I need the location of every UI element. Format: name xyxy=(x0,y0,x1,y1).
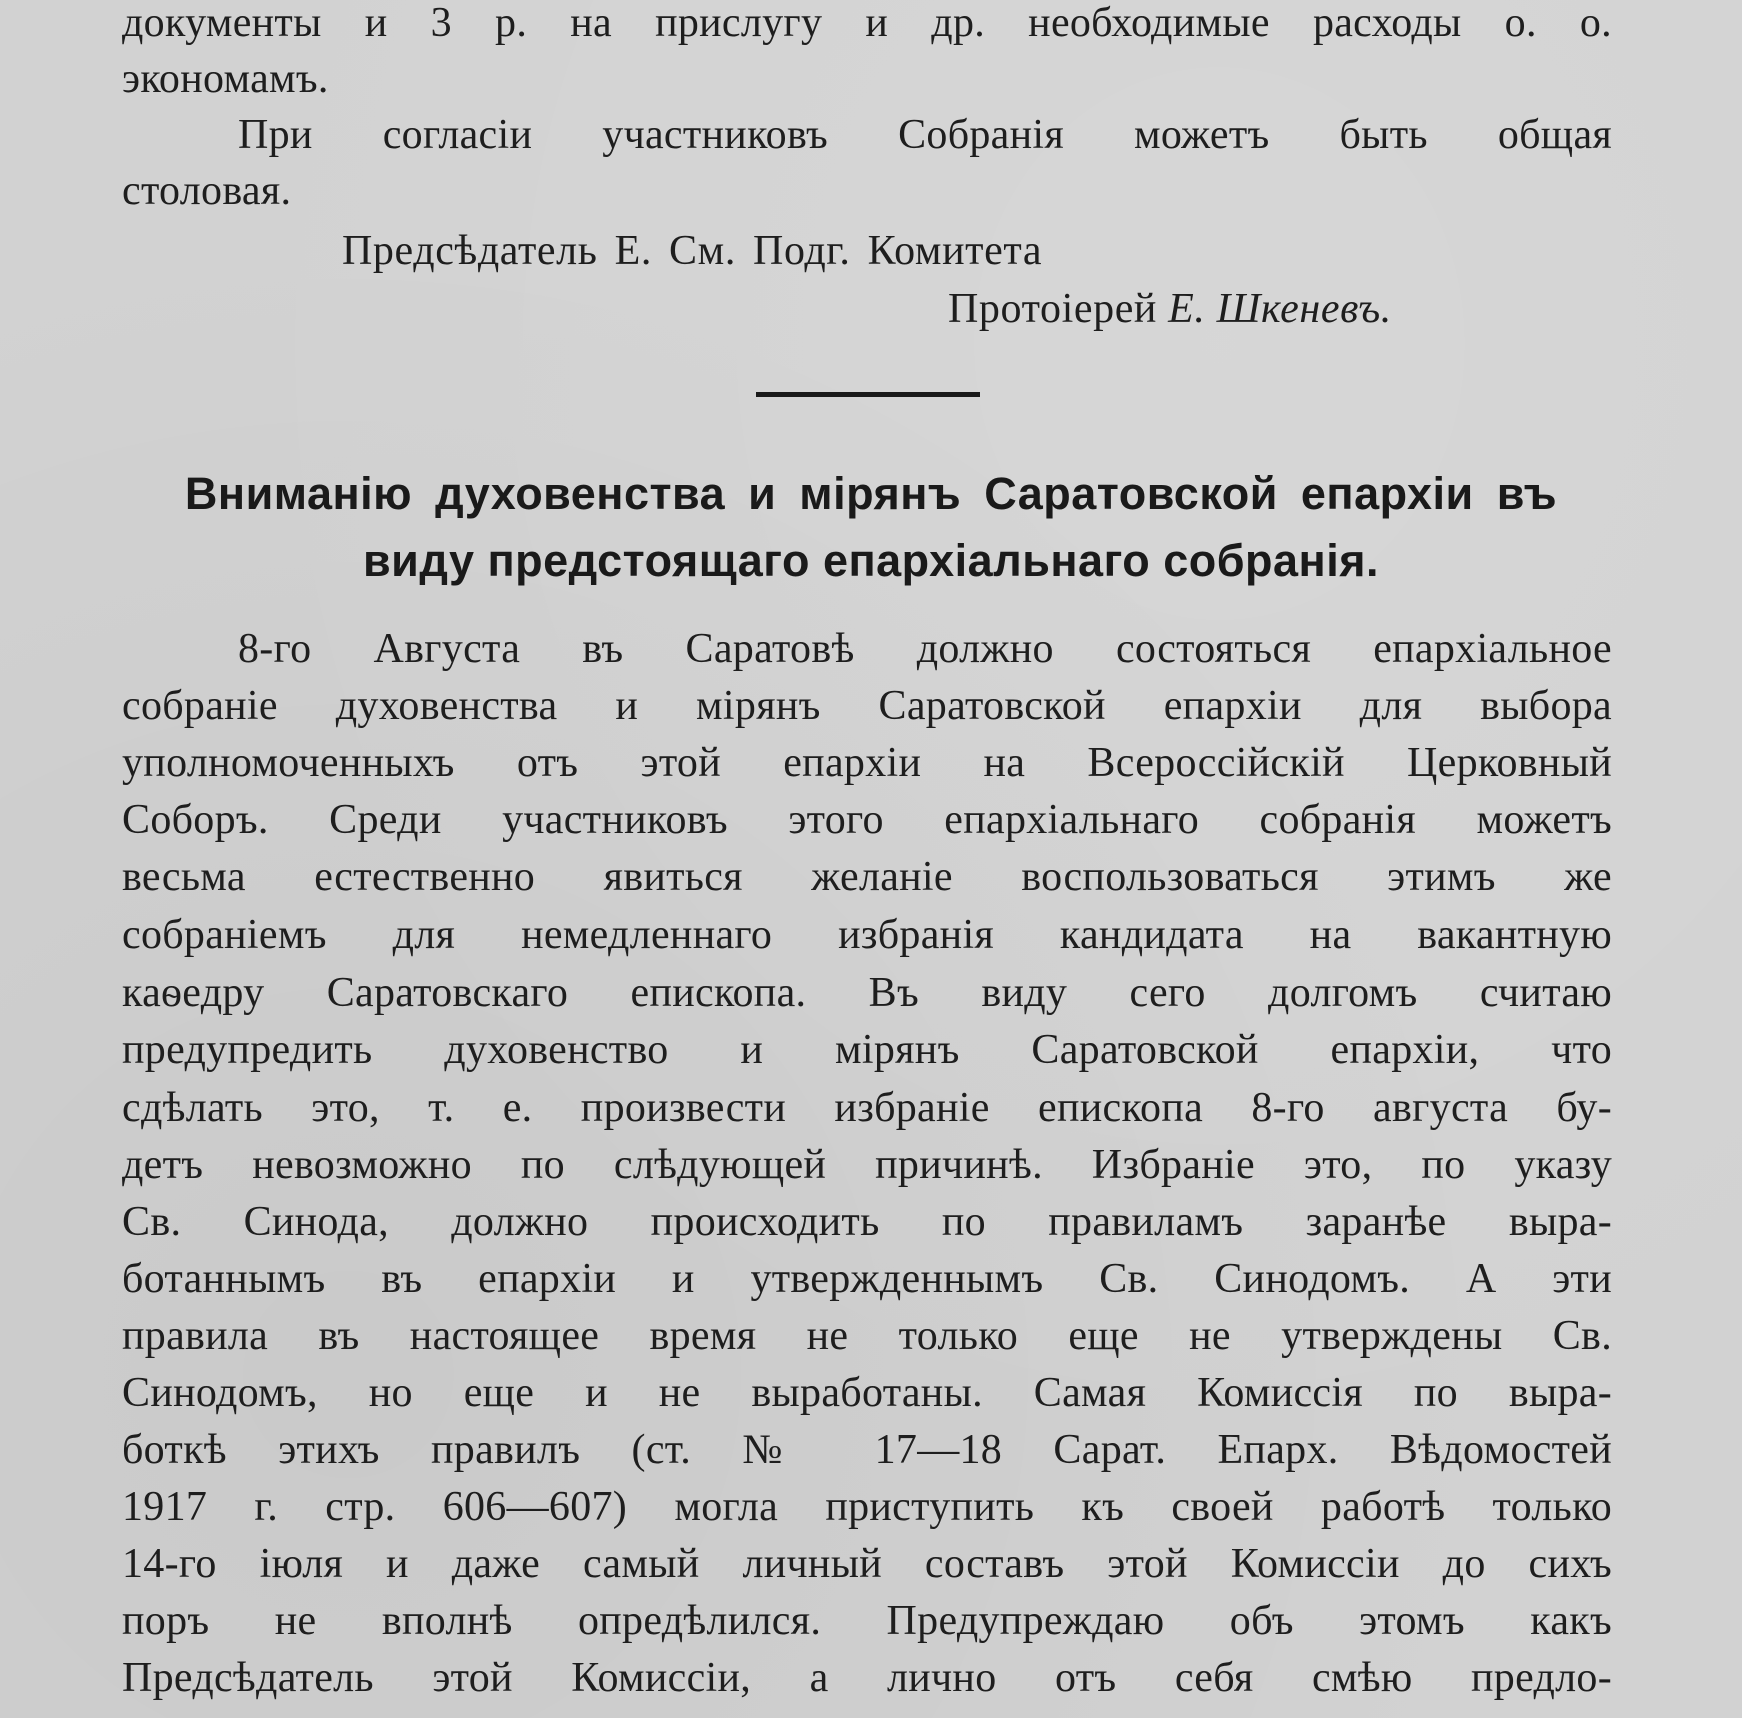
article-line-9: сдѣлать это, т. е. произвести избраніе епископа 8-го августа бу- xyxy=(122,1085,1612,1131)
article-line-13: правила въ настоящее время не только еще не утверждены Св. xyxy=(122,1313,1612,1359)
section-divider xyxy=(756,392,980,397)
article-line-12: ботаннымъ въ епархіи и утвержденнымъ Св. Синодомъ. А эти xyxy=(122,1256,1612,1302)
article-line-16: 1917 г. стр. 606—607) могла приступить къ своей работѣ только xyxy=(122,1484,1612,1530)
signature-title: Предсѣдатель Е. См. Подг. Комитета xyxy=(342,228,1043,274)
signature-rank: Протоіерей xyxy=(948,286,1169,332)
article-line-18: поръ не вполнѣ опредѣлился. Предупреждаю объ этомъ какъ xyxy=(122,1598,1612,1644)
article-line-3: уполномоченныхъ отъ этой епархіи на Всероссійскій Церковный xyxy=(122,740,1612,786)
article-line-17: 14-го іюля и даже самый личный составъ этой Комиссіи до сихъ xyxy=(122,1541,1612,1587)
article-line-4: Соборъ. Среди участниковъ этого епархіальнаго собранія можетъ xyxy=(122,797,1612,843)
article-line-6: собраніемъ для немедленнаго избранія кандидата на вакантную xyxy=(122,912,1612,958)
article-line-14: Синодомъ, но еще и не выработаны. Самая Комиссія по выра- xyxy=(122,1370,1612,1416)
article-line-15: боткѣ этихъ правилъ (ст. № 17—18 Сарат. Епарх. Вѣдомостей xyxy=(122,1427,1612,1473)
top-text-line-2: экономамъ. xyxy=(122,56,329,102)
article-heading-line-2: виду предстоящаго епархіальнаго собранія. xyxy=(363,535,1379,586)
top-text-line-4: столовая. xyxy=(122,168,292,214)
signature-line xyxy=(948,280,1392,338)
signature-name: Е. Шкеневъ. xyxy=(1168,286,1392,332)
article-line-10: детъ невозможно по слѣдующей причинѣ. Избраніе это, по указу xyxy=(122,1142,1612,1188)
article-heading-line-1: Вниманію духовенства и мірянъ Саратовской епархіи въ xyxy=(184,468,1558,519)
article-line-11: Св. Синода, должно происходить по правиламъ заранѣе выра- xyxy=(122,1199,1612,1245)
top-text-line-1: документы и 3 р. на прислугу и др. необходимые расходы о. о. xyxy=(122,0,1612,46)
top-text-line-3: При согласіи участниковъ Собранія можетъ быть общая xyxy=(238,112,1612,158)
article-line-19: Предсѣдатель этой Комиссіи, а лично отъ себя смѣю предло- xyxy=(122,1655,1612,1701)
article-line-2: собраніе духовенства и мірянъ Саратовской епархіи для выбора xyxy=(122,683,1612,729)
article-line-7: каѳедру Саратовскаго епископа. Въ виду сего долгомъ считаю xyxy=(122,970,1612,1016)
article-line-5: весьма естественно явиться желаніе воспользоваться этимъ же xyxy=(122,854,1612,900)
article-line-8: предупредить духовенство и мірянъ Саратовской епархіи, что xyxy=(122,1027,1612,1073)
article-line-1: 8-го Августа въ Саратовѣ должно состояться епархіальное xyxy=(238,626,1612,672)
